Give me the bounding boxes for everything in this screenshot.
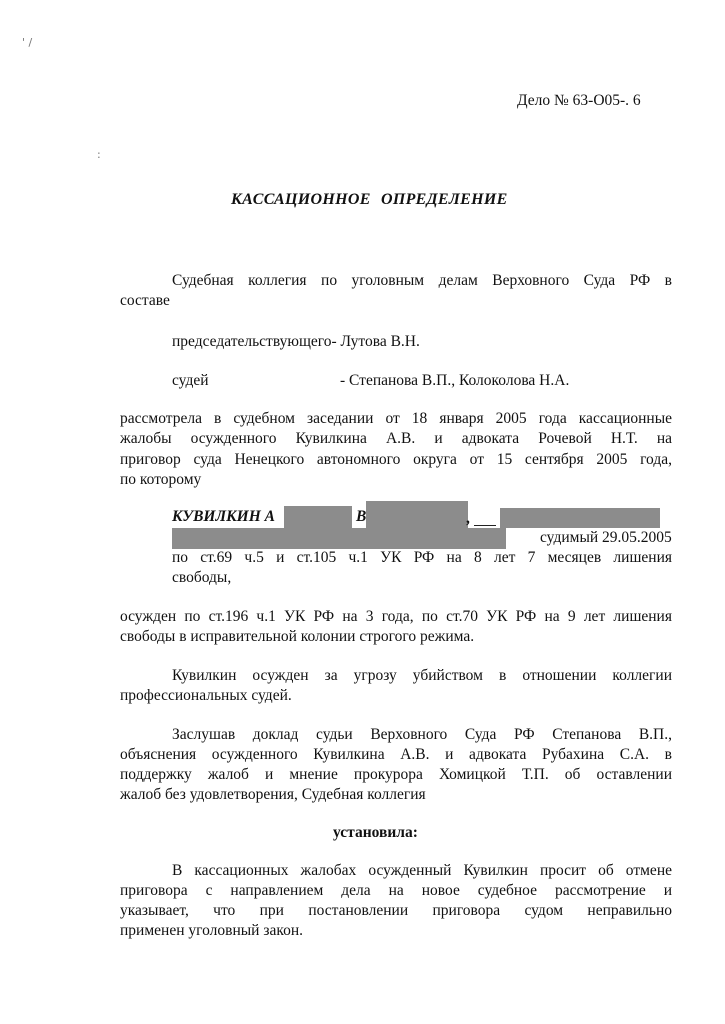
appeal-line-3: указывает, что при постановлении приговора судом неправильно <box>120 902 672 919</box>
document-title: КАССАЦИОННОЕ ОПРЕДЕЛЕНИЕ <box>231 191 508 208</box>
appeal-line-1: В кассационных жалобах осужденный Кувилкин просит об отмене <box>172 862 672 879</box>
redaction-block-2 <box>366 501 468 528</box>
consideration-line-3: приговор суда Ненецкого автономного округа от 15 сентября 2005 года, <box>120 451 672 468</box>
hearing-line-1: Заслушав доклад судьи Верховного Суда РФ Степанова В.П., <box>172 726 672 743</box>
scan-mark-top-left: ' / <box>22 36 33 49</box>
defendant-line-4: свободы, <box>172 569 232 586</box>
scan-mark-side: : <box>97 148 101 161</box>
charge-line-1: Кувилкин осужден за угрозу убийством в отношении коллегии <box>172 667 672 684</box>
judges-names: - Степанова В.П., Колоколова Н.А. <box>340 372 570 389</box>
redaction-block-3 <box>500 508 660 528</box>
consideration-line-1: рассмотрела в судебном заседании от 18 января 2005 года кассационные <box>120 410 672 427</box>
defendant-comma: , <box>466 510 470 527</box>
sentence-line-1: осужден по ст.196 ч.1 УК РФ на 3 года, по ст.70 УК РФ на 9 лет лишения <box>120 608 672 625</box>
defendant-article-line: по ст.69 ч.5 и ст.105 ч.1 УК РФ на 8 лет 7 месяцев лишения <box>172 549 672 566</box>
hearing-line-2: объяснения осужденного Кувилкина А.В. и адвоката Рубахина С.А. в <box>120 746 672 763</box>
redaction-block-1 <box>284 506 352 528</box>
established-heading: установила: <box>333 824 418 841</box>
redaction-block-4 <box>172 528 506 549</box>
charge-line-2: профессиональных судей. <box>120 687 292 704</box>
sentence-line-2: свободы в исправительной колонии строгого режима. <box>120 628 475 645</box>
intro-line-2: составе <box>120 292 170 309</box>
defendant-name-part-1: КУВИЛКИН А <box>172 508 275 525</box>
intro-line-1: Судебная коллегия по уголовным делам Верховного Суда РФ в <box>172 272 672 289</box>
appeal-line-2: приговора с направлением дела на новое судебное рассмотрение и <box>120 882 672 899</box>
defendant-name-part-2: В <box>356 508 367 525</box>
consideration-line-2: жалобы осужденного Кувилкина А.В. и адвоката Рочевой Н.Т. на <box>120 430 672 447</box>
hearing-line-3: поддержку жалоб и мнение прокурора Хомицкой Т.П. об оставлении <box>120 766 672 783</box>
defendant-convicted-date: судимый 29.05.2005 <box>540 529 672 546</box>
judges-label: судей <box>172 372 209 389</box>
hearing-line-4: жалоб без удовлетворения, Судебная коллегия <box>120 786 426 803</box>
case-number: Дело № 63-О05-. 6 <box>517 92 641 109</box>
appeal-line-4: применен уголовный закон. <box>120 922 303 939</box>
presiding-judge: председательствующего- Лутова В.Н. <box>172 333 420 350</box>
underline-stub <box>474 511 496 526</box>
consideration-line-4: по которому <box>120 471 202 488</box>
